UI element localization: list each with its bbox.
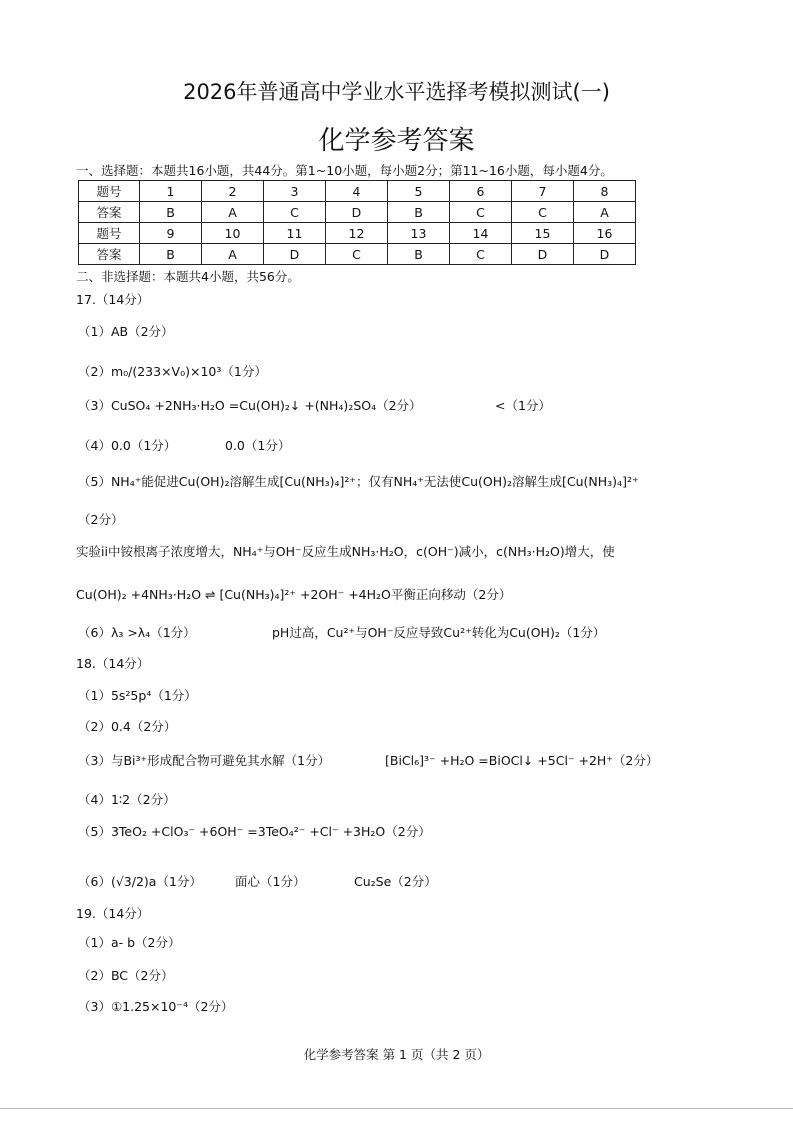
table-row <box>79 244 636 265</box>
q17-answer-5-score: （2分） <box>78 512 124 527</box>
answer-table <box>78 180 636 265</box>
q17-answer-1: （1）AB（2分） <box>78 324 174 339</box>
row-header-cell: 答案 <box>79 244 140 265</box>
table-cell: 15 <box>512 223 574 244</box>
table-cell: 4 <box>326 181 388 202</box>
q17-heading: 17.（14分） <box>76 292 150 307</box>
table-cell: C <box>512 202 574 223</box>
table-cell: B <box>388 202 450 223</box>
table-cell: D <box>574 244 636 265</box>
table-row <box>79 202 636 223</box>
q18-answer-6: （6）(√3/2)a（1分） <box>78 874 202 889</box>
q18-answer-6b: 面心（1分） <box>235 874 306 889</box>
table-cell: C <box>326 244 388 265</box>
page-footer: 化学参考答案 第 1 页（共 2 页） <box>303 1047 490 1062</box>
q17-answer-2: （2）m₀/(233×V₀)×10³（1分） <box>78 364 267 379</box>
q18-answer-3: （3）与Bi³⁺形成配合物可避免其水解（1分） <box>78 753 331 768</box>
table-cell: C <box>450 244 512 265</box>
q17-answer-5-explanation: 实验ii中铵根离子浓度增大，NH₄⁺与OH⁻反应生成NH₃·H₂O，c(OH⁻)减小，c(NH₃·H₂O)增大，使 <box>76 544 615 559</box>
q18-answer-1: （1）5s²5p⁴（1分） <box>78 688 197 703</box>
table-cell: 7 <box>512 181 574 202</box>
table-cell: C <box>450 202 512 223</box>
table-row <box>79 181 636 202</box>
table-cell: 5 <box>388 181 450 202</box>
table-cell: D <box>264 244 326 265</box>
table-cell: 1 <box>140 181 202 202</box>
table-cell: 11 <box>264 223 326 244</box>
q17-answer-6: （6）λ₃ >λ₄（1分） <box>78 625 196 640</box>
table-row <box>79 223 636 244</box>
q19-heading: 19.（14分） <box>76 906 150 921</box>
section2-heading: 二、非选择题：本题共4小题，共56分。 <box>76 269 300 284</box>
table-cell: B <box>140 202 202 223</box>
q17-answer-5-equation: Cu(OH)₂ +4NH₃·H₂O ⇌ [Cu(NH₃)₄]²⁺ +2OH⁻ +4H₂O平衡正向移动（2分） <box>76 587 512 602</box>
q17-answer-4: （4）0.0（1分） <box>78 438 177 453</box>
q18-answer-4: （4）1∶2（2分） <box>78 792 176 807</box>
table-cell: B <box>140 244 202 265</box>
table-cell: 16 <box>574 223 636 244</box>
page-title: 化学参考答案 <box>318 126 475 156</box>
table-cell: 10 <box>202 223 264 244</box>
table-cell: D <box>512 244 574 265</box>
q18-answer-2: （2）0.4（2分） <box>78 719 177 734</box>
q17-answer-3: （3）CuSO₄ +2NH₃·H₂O =Cu(OH)₂↓ +(NH₄)₂SO₄（2分） <box>78 398 422 413</box>
table-cell: 13 <box>388 223 450 244</box>
table-cell: 3 <box>264 181 326 202</box>
row-header-cell: 题号 <box>79 223 140 244</box>
q17-answer-6b: pH过高，Cu²⁺与OH⁻反应导致Cu²⁺转化为Cu(OH)₂（1分） <box>272 625 606 640</box>
q18-answer-5: （5）3TeO₂ +ClO₃⁻ +6OH⁻ =3TeO₄²⁻ +Cl⁻ +3H₂O（2分） <box>78 824 431 839</box>
table-cell: C <box>264 202 326 223</box>
table-cell: B <box>388 244 450 265</box>
q17-answer-4b: 0.0（1分） <box>225 438 291 453</box>
table-cell: A <box>574 202 636 223</box>
table-cell: A <box>202 202 264 223</box>
section1-heading: 一、选择题：本题共16小题，共44分。第1~10小题，每小题2分；第11~16小题，每小题4分。 <box>76 163 613 178</box>
table-cell: 8 <box>574 181 636 202</box>
q19-answer-1: （1）a- b（2分） <box>78 935 181 950</box>
q17-answer-3b: <（1分） <box>495 398 551 413</box>
table-cell: 14 <box>450 223 512 244</box>
table-cell: 6 <box>450 181 512 202</box>
exam-title: 2026年普通高中学业水平选择考模拟测试(一) <box>183 80 610 104</box>
q18-heading: 18.（14分） <box>76 656 150 671</box>
table-cell: 9 <box>140 223 202 244</box>
q18-answer-3b: [BiCl₆]³⁻ +H₂O =BiOCl↓ +5Cl⁻ +2H⁺（2分） <box>385 753 659 768</box>
table-cell: 12 <box>326 223 388 244</box>
row-header-cell: 题号 <box>79 181 140 202</box>
row-header-cell: 答案 <box>79 202 140 223</box>
table-cell: D <box>326 202 388 223</box>
table-cell: A <box>202 244 264 265</box>
table-cell: 2 <box>202 181 264 202</box>
q17-answer-5: （5）NH₄⁺能促进Cu(OH)₂溶解生成[Cu(NH₃)₄]²⁺；仅有NH₄⁺无法使Cu(OH)₂溶解生成[Cu(NH₃)₄]²⁺ <box>78 474 639 489</box>
q19-answer-3: （3）①1.25×10⁻⁴（2分） <box>78 999 234 1014</box>
page-bottom-divider <box>0 1108 793 1109</box>
q19-answer-2: （2）BC（2分） <box>78 968 174 983</box>
q18-answer-6c: Cu₂Se（2分） <box>354 874 437 889</box>
